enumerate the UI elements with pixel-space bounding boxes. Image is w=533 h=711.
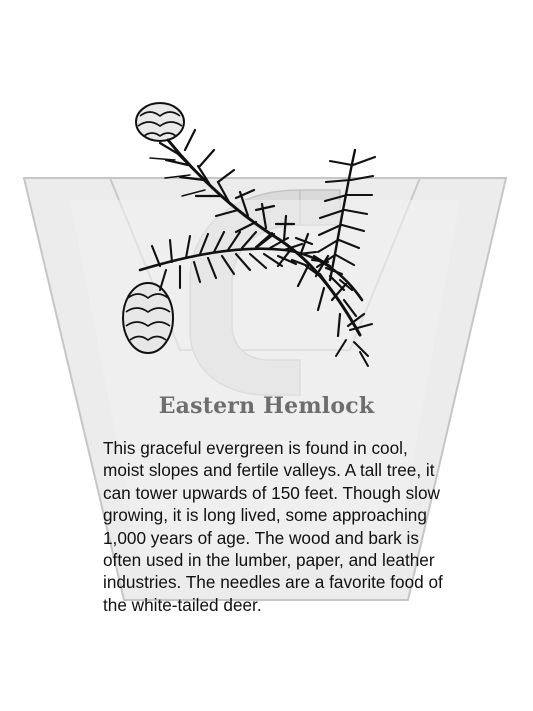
description-text: This graceful evergreen is found in cool, moist slopes and fertile valleys. A tall tree, it can tower upwards of 150 feet. Though slow growing, it is long lived, some approaching 1,000 years of age. The wood and bark is often used in the lumber, paper, and leather industries. The needles are a favorite food of the white-tailed deer. bbox=[103, 438, 443, 615]
cone-bottom-icon bbox=[123, 283, 173, 353]
page-title: Eastern Hemlock bbox=[158, 393, 375, 419]
cone-top-icon bbox=[136, 103, 184, 141]
